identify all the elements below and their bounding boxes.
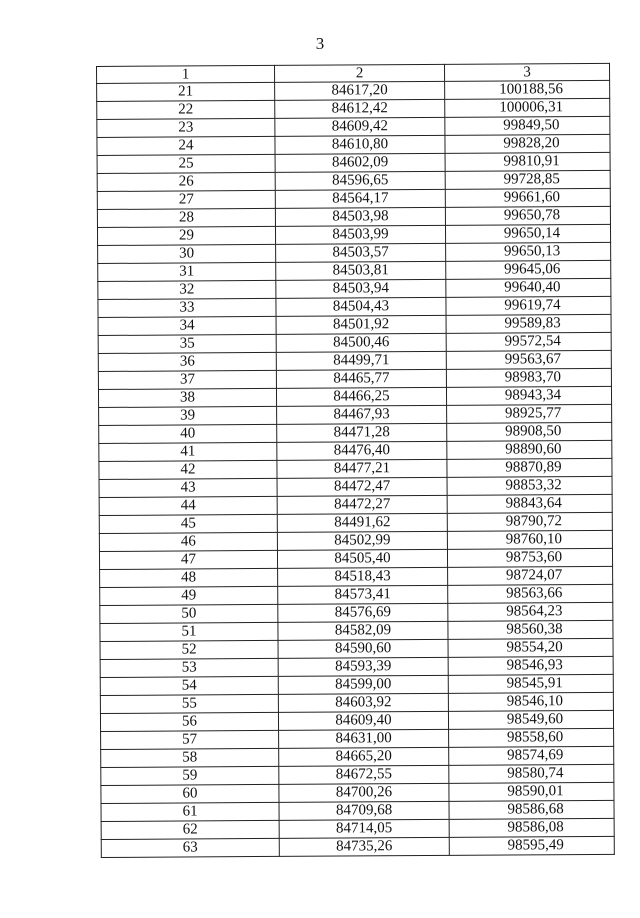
x-coordinate-cell: 84709,68: [279, 801, 449, 820]
y-coordinate-cell: 98724,07: [448, 566, 613, 585]
y-coordinate-cell: 98925,77: [447, 404, 612, 423]
table-row: [101, 728, 614, 749]
x-coordinate-cell: 84665,20: [279, 747, 449, 766]
y-coordinate-cell: 98586,08: [449, 818, 614, 837]
x-coordinate-cell: 84617,20: [275, 81, 445, 100]
point-number-cell: 53: [100, 658, 278, 677]
point-number-cell: 55: [100, 694, 278, 713]
point-number-cell: 25: [97, 154, 275, 173]
x-coordinate-cell: 84596,65: [275, 171, 445, 190]
table-row: [99, 458, 612, 479]
x-coordinate-cell: 84503,57: [276, 243, 446, 262]
table-row: [97, 80, 610, 101]
table-row: [97, 224, 610, 245]
point-number-cell: 62: [101, 820, 279, 839]
x-coordinate-cell: 84503,98: [275, 207, 445, 226]
x-coordinate-cell: 84610,80: [275, 135, 445, 154]
x-coordinate-cell: 84471,28: [277, 423, 447, 442]
x-coordinate-cell: 84602,09: [275, 153, 445, 172]
point-number-cell: 37: [98, 370, 276, 389]
x-coordinate-cell: 84609,42: [275, 117, 445, 136]
point-number-cell: 26: [97, 172, 275, 191]
x-coordinate-cell: 84500,46: [276, 333, 446, 352]
x-coordinate-cell: 84504,43: [276, 297, 446, 316]
x-coordinate-cell: 84582,09: [278, 621, 448, 640]
y-coordinate-cell: 98760,10: [447, 530, 612, 549]
x-coordinate-cell: 84503,94: [276, 279, 446, 298]
point-number-cell: 24: [97, 136, 275, 155]
table-row: [101, 836, 614, 857]
point-number-cell: 61: [101, 802, 279, 821]
point-number-cell: 40: [99, 424, 277, 443]
y-coordinate-cell: 99563,67: [446, 350, 611, 369]
y-coordinate-cell: 99640,40: [446, 278, 611, 297]
y-coordinate-cell: 98590,01: [449, 782, 614, 801]
y-coordinate-cell: 99619,74: [446, 296, 611, 315]
x-coordinate-cell: 84477,21: [277, 459, 447, 478]
y-coordinate-cell: 98870,89: [447, 458, 612, 477]
x-coordinate-cell: 84672,55: [279, 765, 449, 784]
x-coordinate-cell: 84502,99: [277, 531, 447, 550]
x-coordinate-cell: 84612,42: [275, 99, 445, 118]
x-coordinate-cell: 84467,93: [277, 405, 447, 424]
point-number-cell: 47: [99, 550, 277, 569]
y-coordinate-cell: 98546,93: [448, 656, 613, 675]
x-coordinate-cell: 84505,40: [277, 549, 447, 568]
x-coordinate-cell: 84735,26: [279, 837, 449, 856]
y-coordinate-cell: 98595,49: [449, 836, 614, 855]
y-coordinate-cell: 99572,54: [446, 332, 611, 351]
x-coordinate-cell: 84466,25: [276, 387, 446, 406]
point-number-cell: 44: [99, 496, 277, 515]
table-row: [101, 746, 614, 767]
point-number-cell: 30: [98, 244, 276, 263]
table-row: [97, 134, 610, 155]
y-coordinate-cell: 98790,72: [447, 512, 612, 531]
point-number-cell: 60: [101, 784, 279, 803]
y-coordinate-cell: 98943,34: [446, 386, 611, 405]
y-coordinate-cell: 98549,60: [448, 710, 613, 729]
table-row: [98, 278, 611, 299]
x-coordinate-cell: 84564,17: [275, 189, 445, 208]
y-coordinate-cell: 99661,60: [445, 188, 610, 207]
x-coordinate-cell: 84501,92: [276, 315, 446, 334]
y-coordinate-cell: 98908,50: [447, 422, 612, 441]
column-header-1: 1: [97, 65, 275, 83]
point-number-cell: 21: [97, 82, 275, 101]
point-number-cell: 34: [98, 316, 276, 335]
table-row: [100, 692, 613, 713]
table-row: [100, 656, 613, 677]
point-number-cell: 38: [98, 388, 276, 407]
table-row: [101, 764, 614, 785]
point-number-cell: 23: [97, 118, 275, 137]
point-number-cell: 56: [100, 712, 278, 731]
x-coordinate-cell: 84472,27: [277, 495, 447, 514]
table-row: [98, 386, 611, 407]
table-row: [98, 332, 611, 353]
table-row: [97, 206, 610, 227]
x-coordinate-cell: 84518,43: [278, 567, 448, 586]
y-coordinate-cell: 98546,10: [448, 692, 613, 711]
y-coordinate-cell: 98983,70: [446, 368, 611, 387]
table-row: [98, 260, 611, 281]
x-coordinate-cell: 84472,47: [277, 477, 447, 496]
x-coordinate-cell: 84576,69: [278, 603, 448, 622]
table-row: [99, 440, 612, 461]
table-row: [99, 422, 612, 443]
point-number-cell: 54: [100, 676, 278, 695]
y-coordinate-cell: 99650,78: [445, 206, 610, 225]
y-coordinate-cell: 98753,60: [447, 548, 612, 567]
point-number-cell: 49: [100, 586, 278, 605]
x-coordinate-cell: 84603,92: [278, 693, 448, 712]
table-row: [97, 116, 610, 137]
table-row: [100, 566, 613, 587]
table-row: [100, 710, 613, 731]
point-number-cell: 32: [98, 280, 276, 299]
table-row: [98, 314, 611, 335]
column-header-3: 3: [444, 63, 609, 81]
table-body: [97, 80, 615, 857]
y-coordinate-cell: 98843,64: [447, 494, 612, 513]
point-number-cell: 33: [98, 298, 276, 317]
table-row: [99, 530, 612, 551]
x-coordinate-cell: 84599,00: [278, 675, 448, 694]
x-coordinate-cell: 84609,40: [278, 711, 448, 730]
table-row: [101, 800, 614, 821]
table-row: [99, 548, 612, 569]
x-coordinate-cell: 84573,41: [278, 585, 448, 604]
table-row: [99, 512, 612, 533]
x-coordinate-cell: 84465,77: [276, 369, 446, 388]
table-row: [100, 584, 613, 605]
point-number-cell: 50: [100, 604, 278, 623]
point-number-cell: 43: [99, 478, 277, 497]
x-coordinate-cell: 84631,00: [279, 729, 449, 748]
x-coordinate-cell: 84590,60: [278, 639, 448, 658]
page-number: 3: [315, 34, 325, 53]
y-coordinate-cell: 99650,13: [446, 242, 611, 261]
x-coordinate-cell: 84491,62: [277, 513, 447, 532]
table-row: [101, 818, 614, 839]
point-number-cell: 29: [97, 226, 275, 245]
point-number-cell: 45: [99, 514, 277, 533]
point-number-cell: 46: [99, 532, 277, 551]
table-row: [99, 494, 612, 515]
x-coordinate-cell: 84700,26: [279, 783, 449, 802]
y-coordinate-cell: 99645,06: [446, 260, 611, 279]
point-number-cell: 27: [97, 190, 275, 209]
y-coordinate-cell: 98554,20: [448, 638, 613, 657]
point-number-cell: 58: [101, 748, 279, 767]
point-number-cell: 63: [101, 838, 279, 857]
point-number-cell: 48: [100, 568, 278, 587]
point-number-cell: 22: [97, 100, 275, 119]
table-row: [98, 296, 611, 317]
y-coordinate-cell: 100188,56: [445, 80, 610, 99]
y-coordinate-cell: 98545,91: [448, 674, 613, 693]
table-row: [99, 404, 612, 425]
y-coordinate-cell: 99589,83: [446, 314, 611, 333]
y-coordinate-cell: 99849,50: [445, 116, 610, 135]
y-coordinate-cell: 98560,38: [448, 620, 613, 639]
table-row: [98, 242, 611, 263]
y-coordinate-cell: 99810,91: [445, 152, 610, 171]
table-row: [97, 98, 610, 119]
column-header-2: 2: [274, 64, 444, 82]
table-row: [97, 170, 610, 191]
point-number-cell: 36: [98, 352, 276, 371]
table-row: [98, 350, 611, 371]
y-coordinate-cell: 99728,85: [445, 170, 610, 189]
table-row: [97, 188, 610, 209]
table-row: [99, 476, 612, 497]
table-row: [100, 620, 613, 641]
table-row: [100, 674, 613, 695]
coordinates-table: [96, 63, 615, 858]
point-number-cell: 41: [99, 442, 277, 461]
point-number-cell: 28: [97, 208, 275, 227]
x-coordinate-cell: 84503,99: [275, 225, 445, 244]
x-coordinate-cell: 84503,81: [276, 261, 446, 280]
point-number-cell: 42: [99, 460, 277, 479]
table-row: [100, 602, 613, 623]
point-number-cell: 35: [98, 334, 276, 353]
y-coordinate-cell: 100006,31: [445, 98, 610, 117]
y-coordinate-cell: 98574,69: [449, 746, 614, 765]
table-row: [98, 368, 611, 389]
point-number-cell: 31: [98, 262, 276, 281]
y-coordinate-cell: 99650,14: [445, 224, 610, 243]
y-coordinate-cell: 98564,23: [448, 602, 613, 621]
y-coordinate-cell: 98558,60: [449, 728, 614, 747]
y-coordinate-cell: 98890,60: [447, 440, 612, 459]
table-row: [100, 638, 613, 659]
table-row: [101, 782, 614, 803]
y-coordinate-cell: 98580,74: [449, 764, 614, 783]
point-number-cell: 52: [100, 640, 278, 659]
point-number-cell: 39: [99, 406, 277, 425]
x-coordinate-cell: 84593,39: [278, 657, 448, 676]
point-number-cell: 51: [100, 622, 278, 641]
x-coordinate-cell: 84499,71: [276, 351, 446, 370]
point-number-cell: 57: [101, 730, 279, 749]
y-coordinate-cell: 98563,66: [448, 584, 613, 603]
point-number-cell: 59: [101, 766, 279, 785]
y-coordinate-cell: 99828,20: [445, 134, 610, 153]
table-row: [97, 152, 610, 173]
x-coordinate-cell: 84714,05: [279, 819, 449, 838]
y-coordinate-cell: 98586,68: [449, 800, 614, 819]
x-coordinate-cell: 84476,40: [277, 441, 447, 460]
y-coordinate-cell: 98853,32: [447, 476, 612, 495]
